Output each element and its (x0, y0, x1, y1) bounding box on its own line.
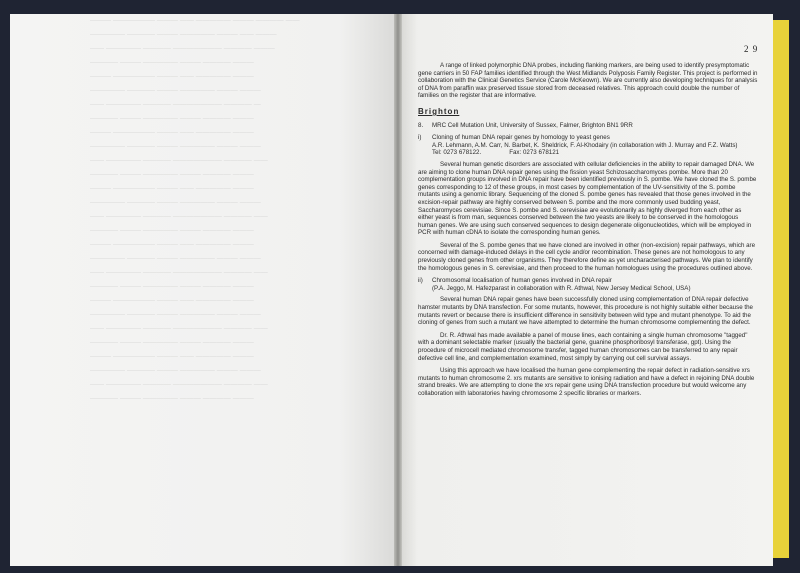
unit-address: MRC Cell Mutation Unit, University of Sussex, Falmer, Brighton BN1 9RR (432, 121, 633, 129)
page-content (418, 62, 758, 403)
item-2-number: ii) (418, 277, 423, 285)
paragraph-3: Several human DNA repair genes have been successfully cloned using complementation of DNA repair defective hamster mutants by DNA transfection. For some mutants, however, this procedure is not highly suitable either because the mutants revert or because there is insufficient difference in sensitivity between wild type and mutant phenotype. To aid the cloning of genes from such a mutant we have attempted to determine the human chromosome complementing the defect. (418, 296, 753, 327)
item-1-title: Cloning of human DNA repair genes by homology to yeast genes (432, 134, 610, 142)
paragraph-1: Several human genetic disorders are associated with cellular deficiencies in the ability to repair damaged DNA. We are aiming to clone human DNA repair genes using the fission yeast Schizosaccharomyces pombe. More than 20 complementation groups involved in DNA repair have been identified previously in S. pombe. We have cloned the S. pombe genes corresponding to 12 of these groups, in most cases by complementation of the UV-sensitivity of the S. pombe mutants using a genomic library. Sequencing of the cloned S. pombe genes has revealed that those genes involved in the excision-repair pathway are highly conserved between S. pombe and the more commonly used budding yeast, Saccharomyces cerevisiae. Since S. pombe and S. cerevisiae are evolutionarily as highly diverged from each other as either yeast is from man, sequences conserved between the two yeasts are likely to be conserved in the homologous human genes. We are using such conserved sequences to design degenerate oligonucleotides, which will be employed in PCR with human cDNA to isolate the corresponding human genes. (418, 160, 757, 237)
fax: Fax: 0273 678121 (509, 149, 560, 157)
item-1-authors: A.R. Lehmann, A.M. Carr, N. Barbet, K. Sheldrick, F. Al-Khodairy (in collaboration with J. Murray and F.Z. Watts) (432, 141, 738, 149)
book-gutter (394, 14, 402, 566)
left-page (10, 14, 398, 566)
item-1-number: i) (418, 134, 422, 142)
section-title: Brighton (418, 106, 460, 116)
intro-paragraph: A range of linked polymorphic DNA probes, including flanking markers, are being used to identify presymptomatic gene carriers in 50 FAP families identified through the West Midlands Polyposis Family Register. This project is performed in collaboration with the Clinical Genetics Service (Carole McKeown). We are currently also developing techniques for analysis of DNA from paraffin wax preserved tissue stored from deceased relatives. This approach could double the number of families on the register that are informative. (418, 62, 758, 100)
show-through: ——— —————— ——— —— ————— ——— ———— —— ————— ———— ——— ————— ——— —— ——— —— ————— ———— ——————— ———— ——— ———— ——— ————— ——— ———— ——— ——— —————— ——— —— ————— ——— ————— ———— ——— ————— ——— ——— —— ————— ———— ——————— ———— — ———— ——— ————— ——— ———— ——— ——— —————— ——— —— ————— ——— ————— ———— ——— ————— ——— ——— —— ————— ———— ——————— ———— —— ———— ——— ————— ——— ———— ——— ——— —————— ——— —— ————— ——— ————— ———— ——— ————— ——— ——— —— ————— ———— ——————— ———— —— ———— ——— ————— ——— ———— ——— ——— —————— ——— —— ————— ——— ————— ———— ——— ————— ——— ——— —— ————— ———— ——————— ———— —— ———— ——— ————— ——— ———— ——— ——— —————— ——— —— ————— ——— ————— ———— ——— ————— ——— ——— —— ————— ———— ——————— ———— —— ———— ——— ————— ——— ———— ——— ——— —————— ——— —— ————— ——— ————— ———— ——— ————— ——— ——— —— ————— ———— ——————— ———— —— ———— ——— ————— ——— ———— ——— (90, 17, 300, 402)
item-2-title: Chromosomal localisation of human genes involved in DNA repair (432, 277, 612, 285)
unit-number: 8. (418, 121, 424, 129)
unit-row (418, 122, 758, 130)
item-2 (418, 277, 758, 292)
item-1 (418, 134, 758, 157)
page-edge (772, 20, 789, 558)
paragraph-5: Using this approach we have localised the human gene complementing the repair defect in radiation-sensitive xrs mutants to human chromosome 2. xrs mutants are sensitive to ionising radiation and have a defect in rejoining DNA double strand breaks. We are attempting to clone the xrs repair gene using DNA transfection procedure but would welcome any collaboration with laboratories having chromosome 2 specific libraries or markers. (418, 367, 755, 397)
telephone: Tel: 0273 678122. (432, 149, 482, 157)
item-2-authors: (P.A. Jeggo, M. Hafezparast in collaboration with R. Athwal, New Jersey Medical School, USA) (432, 284, 691, 292)
paragraph-2: Several of the S. pombe genes that we have cloned are involved in other (non-excision) repair pathways, which are concerned with damage-induced delays in the cell cycle and/or recombination. These genes are not homologous to any previously cloned genes from other organisms. They therefore define as yet uncharacterised pathways. We plan to identify the homologous genes in S. cerevisiae, and then proceed to the human homologues using the procedures outlined above. (418, 241, 756, 272)
paragraph-4: Dr. R. Athwal has made available a panel of mouse lines, each containing a single human chromosome "tagged" with a dominant selectable marker (usually the bacterial gene, guanine phosphoribosyl transferase, gpt). Using the procedure of microcell mediated chromosome transfer, tagged human chromosomes can be transferred to any repair defective cell line, and complementation examined, most simply by carrying out cell survival assays. (418, 331, 748, 362)
page-number: 2 9 (744, 44, 759, 54)
